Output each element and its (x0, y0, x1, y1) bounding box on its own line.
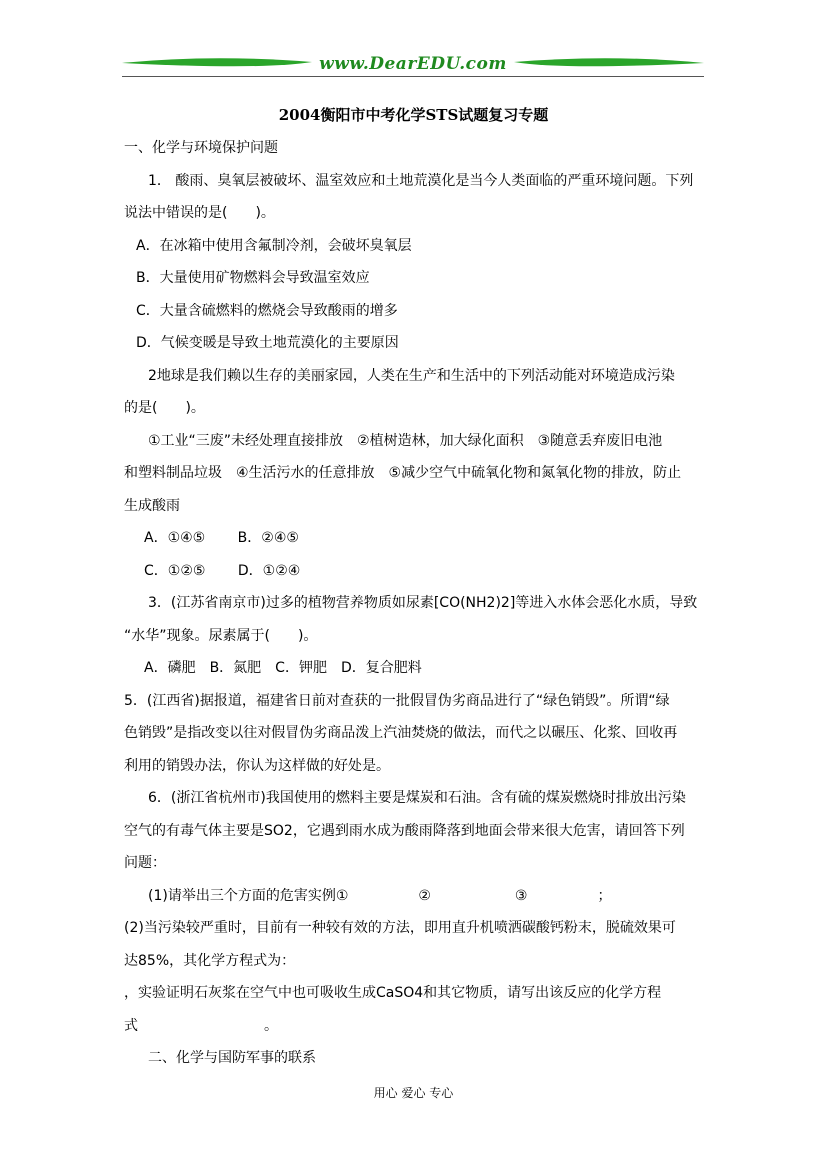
question-text: 达85%，其化学方程式为： (124, 953, 296, 969)
question-text: 空气的有毒气体主要是SO2，它遇到雨水成为酸雨降落到地面会带来很大危害，请回答下列 (124, 823, 685, 839)
answer-option: C．大量含硫燃料的燃烧会导致酸雨的增多 (136, 303, 398, 319)
question-text: 式 。 (124, 1018, 278, 1034)
site-logo-banner (122, 50, 704, 82)
question-text: ①工业“三废”未经处理直接排放 ②植树造林，加大绿化面积 ③随意丢弃废旧电池 (148, 433, 663, 449)
page-footer: 用心 爱心 专心 (373, 1086, 454, 1100)
document-title: 2004衡阳市中考化学STS试题复习专题 (278, 106, 549, 124)
question-text: 问题： (124, 855, 166, 871)
question-text: 生成酸雨 (124, 498, 180, 514)
answer-option: C．①②⑤ D．①②④ (144, 563, 301, 579)
question-text: (2)当污染较严重时，目前有一种较有效的方法，即用直升机喷洒碳酸钙粉末，脱硫效果可 (124, 920, 676, 936)
question-text: “水华”现象。尿素属于( )。 (124, 628, 318, 644)
question-text: 6．(浙江省杭州市)我国使用的燃料主要是煤炭和石油。含有硫的煤炭燃烧时排放出污染 (148, 790, 686, 806)
header-divider (122, 76, 704, 77)
question-text: 利用的销毁办法，你认为这样做的好处是。 (124, 758, 390, 774)
question-text: 的是( )。 (124, 400, 205, 416)
question-text: (1)请举出三个方面的危害实例① ② ③ ； (148, 888, 612, 904)
section-heading: 一、化学与环境保护问题 (124, 140, 278, 156)
site-logo-text: www.DearEDU.com (319, 54, 507, 74)
answer-option: B．大量使用矿物燃料会导致温室效应 (136, 270, 370, 286)
answer-option: A．在冰箱中使用含氟制冷剂，会破坏臭氧层 (136, 238, 412, 254)
question-text: 说法中错误的是( )。 (124, 205, 275, 221)
answer-option: A．磷肥 B．氮肥 C．钾肥 D．复合肥料 (144, 660, 422, 676)
question-text: 色销毁”是指改变以往对假冒伪劣商品泼上汽油焚烧的做法，而代之以碾压、化浆、回收再 (124, 725, 678, 741)
question-text: 2地球是我们赖以生存的美丽家园，人类在生产和生活中的下列活动能对环境造成污染 (148, 368, 675, 384)
question-text: 1． 酸雨、臭氧层被破坏、温室效应和土地荒漠化是当今人类面临的严重环境问题。下列 (148, 173, 694, 189)
question-text: 3．(江苏省南京市)过多的植物营养物质如尿素[CO(NH2)2]等进入水体会恶化水质，导致 (148, 595, 698, 611)
section-heading: 二、化学与国防军事的联系 (148, 1050, 316, 1066)
answer-option: D．气候变暖是导致土地荒漠化的主要原因 (136, 335, 399, 351)
answer-option: A．①④⑤ B．②④⑤ (144, 530, 299, 546)
question-text: 5．(江西省)据报道，福建省日前对查获的一批假冒伪劣商品进行了“绿色销毁”。所谓“绿 (124, 693, 670, 709)
question-text: 和塑料制品垃圾 ④生活污水的任意排放 ⑤减少空气中硫氧化物和氮氧化物的排放，防止 (124, 465, 682, 481)
question-text: ，实验证明石灰浆在空气中也可吸收生成CaSO4和其它物质，请写出该反应的化学方程 (124, 985, 662, 1001)
